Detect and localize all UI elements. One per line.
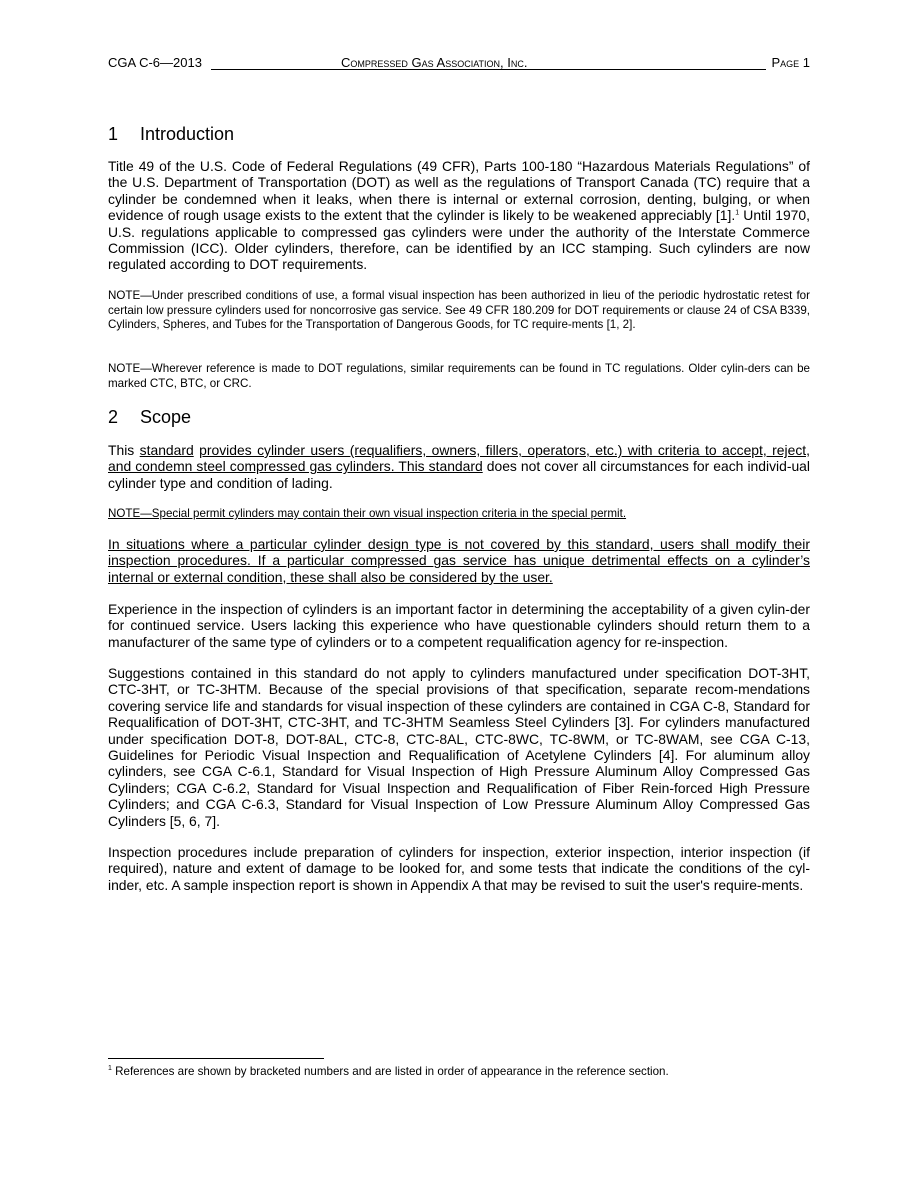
scope-paragraph-5: Inspection procedures include preparation of cylinders for inspection, exterior inspection, interior inspection (if required), nature and extent of damage to be looked for, and some tests that indicate the conditions of the cyl-inder, etc. A sample inspection report is shown in Appendix A that may be revised to suit the user's require-ments. [108,844,810,893]
intro-paragraph [108,158,810,273]
footnote [108,1065,669,1079]
scope-text: This [108,442,140,458]
scope-underlined-text: provides cylinder users (requalifiers, owners, fillers, operators, etc.) with criteria to accept, reject, and condemn steel compressed gas cylinders. This standard [108,442,810,475]
section-heading-scope [108,406,191,428]
section-number: 2 [108,407,119,427]
header-organization: Compressed Gas Association, Inc. [341,55,528,70]
scope-text: does not cover all circumstances for each individ-ual cylinder type and condition of lading. [108,458,810,491]
intro-paragraph-continued: Until 1970, U.S. regulations applicable to compressed gas cylinders were under the authority of the Interstate Commerce Commission (ICC). Older cylinders, therefore, can be identified by an ICC stamping. Such cylinders are now regulated according to DOT requirements. [108,207,810,273]
intro-note-1: NOTE—Under prescribed conditions of use, a formal visual inspection has been authorized in lieu of the periodic hydrostatic retest for certain low pressure cylinders used for noncorrosive gas service. See 49 CFR 180.209 for DOT requirements or clause 24 of CSA B339, Cylinders, Spheres, and Tubes for the Transportation of Dangerous Goods, for TC require-ments [1, 2]. [108,289,810,332]
scope-paragraph-4: Suggestions contained in this standard do not apply to cylinders manufactured under specification DOT-3HT, CTC-3HT, or TC-3HTM. Because of the special provisions of that specification, separate recom-mendations covering service life and standards for visual inspection of these cylinders are contained in CGA C-8, Standard for Requalification of DOT-3HT, CTC-3HT, and TC-3HTM Seamless Steel Cylinders [3]. For cylinders manufactured under specification DOT-8, DOT-8AL, CTC-8, CTC-8AL, CTC-8WC, TC-8WM, or TC-8WAM, see CGA C-13, Guidelines for Periodic Visual Inspection and Requalification of Acetylene Cylinders [4]. For aluminum alloy cylinders, see CGA C-6.1, Standard for Visual Inspection of High Pressure Aluminum Alloy Compressed Gas Cylinders; CGA C-6.2, Standard for Visual Inspection and Requalification of Fiber Rein-forced High Pressure Cylinders; and CGA C-6.3, Standard for Visual Inspection of Low Pressure Aluminum Alloy Compressed Gas Cylinders [5, 6, 7]. [108,665,810,829]
footnote-mark: 1 [108,1065,112,1073]
section-title: Scope [140,407,192,427]
section-heading-introduction [108,123,234,145]
footnote-text: References are shown by bracketed numbers and are listed in order of appearance in the reference section. [111,1065,669,1078]
header-page-number: Page 1 [771,55,810,70]
scope-paragraph-2: In situations where a particular cylinder design type is not covered by this standard, users shall modify their inspection procedures. If a particular compressed gas service has unique detrimental effects on a cylinder’s internal or external condition, these shall also be considered by the user. [108,536,810,585]
scope-note: NOTE—Special permit cylinders may contain their own visual inspection criteria in the special permit. [108,507,627,520]
document-page [108,0,810,1188]
footnote-separator [108,1058,324,1059]
scope-paragraph-3: Experience in the inspection of cylinders is an important factor in determining the acceptability of a given cylin-der for continued service. Users lacking this experience who have questionable cylinders should return them to a manufacturer of the same type of cylinders or to a competent requalification agency for re-inspection. [108,601,810,650]
header-doc-id: CGA C-6—2013 [108,55,202,70]
section-title: Introduction [140,124,235,144]
section-number: 1 [108,124,119,144]
intro-paragraph-text: Title 49 of the U.S. Code of Federal Regulations (49 CFR), Parts 100-180 “Hazardous Materials Regulations” of the U.S. Department of Transportation (DOT) as well as the regulations of Transport Canada (TC) require that a cylinder be condemned when it leaks, when there is internal or external corrosion, denting, bulging, or when evidence of rough usage exists to the extent that the cylinder is likely to be weakened appreciably [1]. [108,158,810,224]
scope-paragraph-1 [108,442,810,491]
footnote-reference[interactable]: 1 [735,209,740,217]
scope-underlined-text: standard [139,442,194,458]
page-header [108,55,810,72]
intro-note-2: NOTE—Wherever reference is made to DOT regulations, similar requirements can be found in TC regulations. Older cylin-ders can be marked CTC, BTC, or CRC. [108,362,810,390]
